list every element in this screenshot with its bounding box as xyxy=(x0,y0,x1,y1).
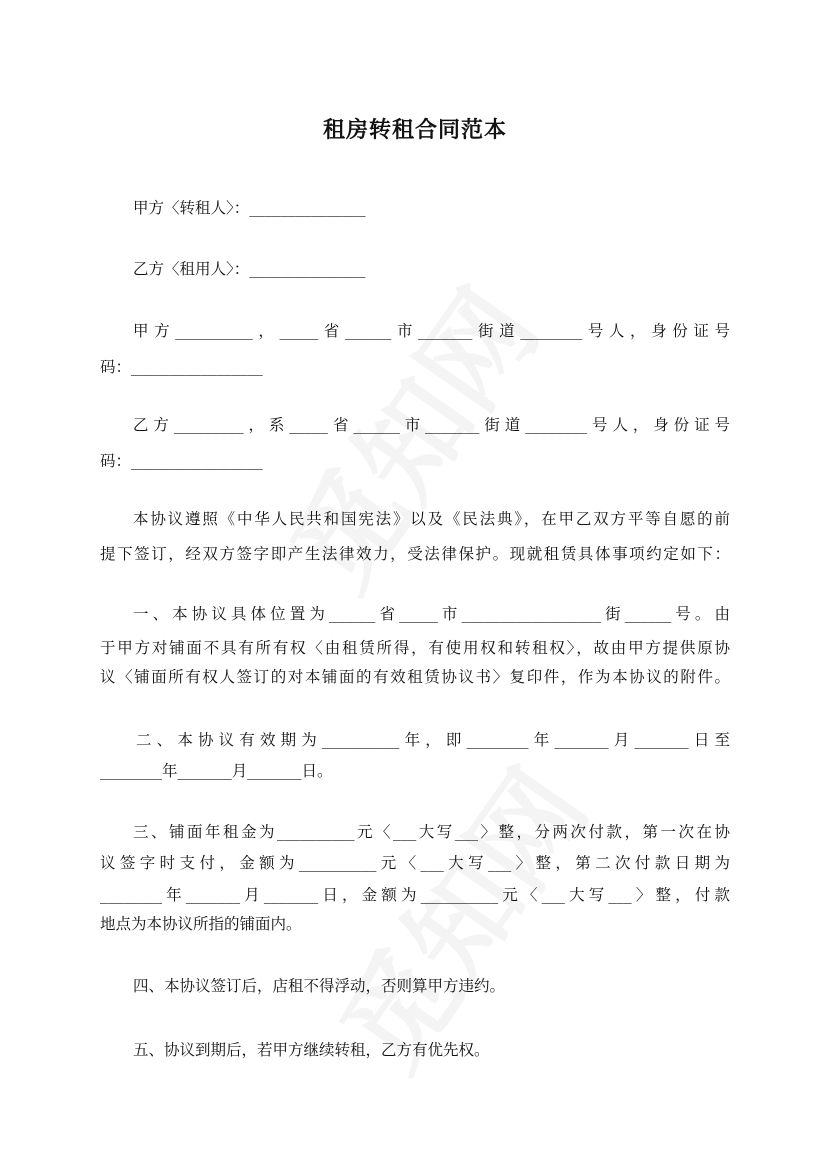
clause-2: ________年_______月_______日。 xyxy=(100,762,333,780)
clause-1: 一、本协议具体位置为______省_____市__________________街______号。由 xyxy=(133,605,730,623)
clause-3: 三、铺面年租金为__________元〈___大写___〉整，分两次付款，第一次在协 xyxy=(133,823,730,841)
clause-4: 四、本协议签订后，店租不得浮动，否则算甲方违约。 xyxy=(133,977,506,995)
party-a-id: 码：_________________ xyxy=(100,358,263,376)
clause-1: 议〈铺面所有权人签订的对本铺面的有效租赁协议书〉复印件，作为本协议的附件。 xyxy=(100,668,730,686)
party-a-label: 甲方〈转租人〉：_______________ xyxy=(133,199,366,217)
party-b-label: 乙方〈租用人〉：_______________ xyxy=(133,260,366,278)
clause-3: 议签字时支付，金额为__________元〈___大写___〉整，第二次付款日期为 xyxy=(100,854,730,872)
clause-2: 二、本协议有效期为__________年，即________年_______月_______日至 xyxy=(136,731,730,749)
clause-5: 五、协议到期后，若甲方继续转租，乙方有优先权。 xyxy=(133,1041,490,1059)
party-a-detail: 甲方__________，_____省______市_______街道________号人，身份证号 xyxy=(133,322,730,340)
watermark xyxy=(321,750,609,1089)
party-b-detail: 乙方_________，系_____省______市_______街道________号人，身份证号 xyxy=(133,416,730,434)
clause-3: ________年_______月_______日，金额为__________元〈___大写___〉整，付款 xyxy=(100,886,730,904)
clause-3: 地点为本协议所指的铺面内。 xyxy=(100,915,302,933)
preamble-line: 本协议遵照《中华人民共和国宪法》以及《民法典》，在甲乙双方平等自愿的前 xyxy=(133,510,730,528)
document-title: 租房转租合同范本 xyxy=(322,117,507,143)
preamble-line: 提下签订，经双方签字即产生法律效力，受法律保护。现就租赁具体事项约定如下： xyxy=(100,545,730,563)
party-b-id: 码：_________________ xyxy=(100,452,263,470)
clause-1: 于甲方对铺面不具有所有权〈由租赁所得，有使用权和转租权〉，故由甲方提供原协 xyxy=(100,639,730,657)
